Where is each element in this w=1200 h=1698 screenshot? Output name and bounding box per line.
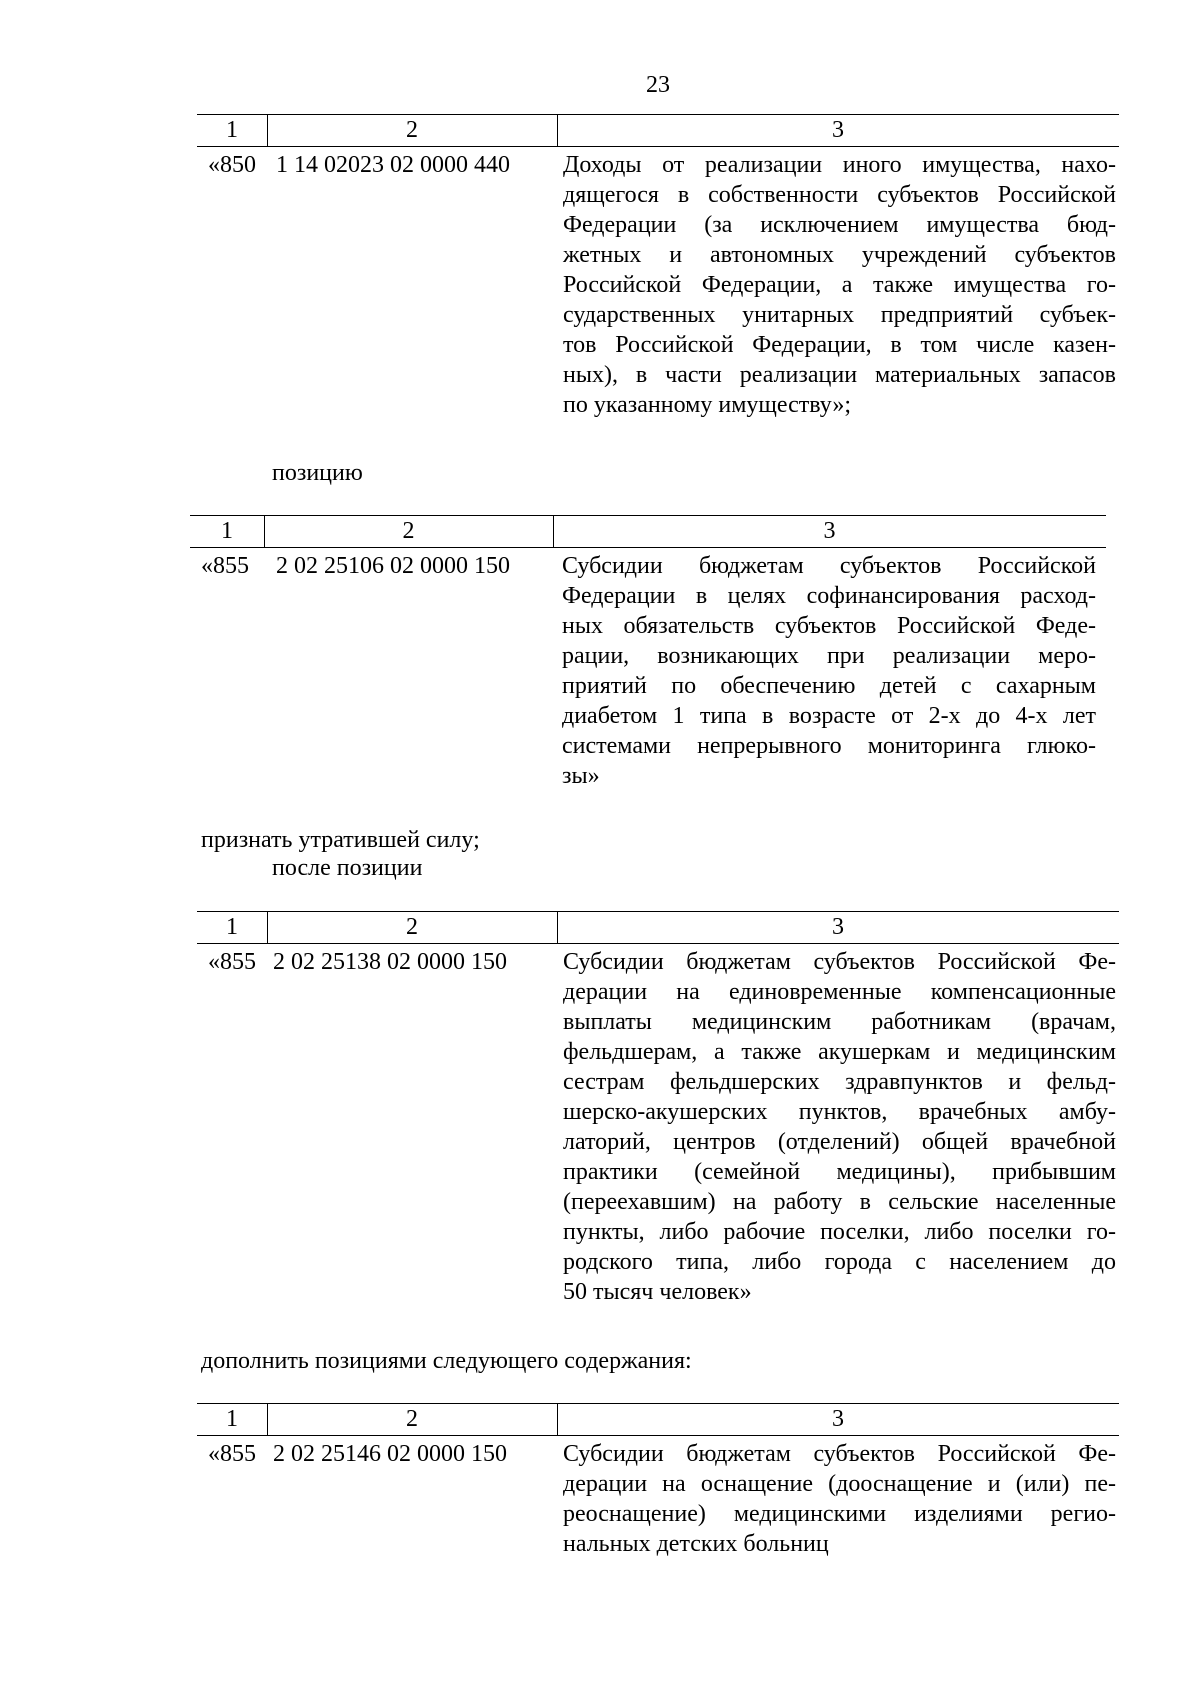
instruction-text: позицию: [272, 460, 363, 486]
header-col-1: 1: [221, 518, 233, 544]
budget-code: 2 02 25106 02 0000 150: [276, 553, 510, 579]
description-line: жетных и автономных учреждений субъектов: [563, 242, 1116, 268]
description-line: Субсидии бюджетам субъектов Российской: [562, 553, 1096, 579]
description-line: ных), в части реализации материальных запасов: [563, 362, 1116, 388]
instruction-text: дополнить позициями следующего содержания:: [201, 1348, 692, 1374]
budget-code: 1 14 02023 02 0000 440: [276, 152, 510, 178]
header-col-2: 2: [406, 1406, 418, 1432]
table-header-row: [197, 115, 1119, 147]
header-col-1: 1: [226, 914, 238, 940]
description-line: системами непрерывного мониторинга глюко-: [562, 733, 1096, 759]
header-col-2: 2: [406, 117, 418, 143]
description-line: зы»: [562, 763, 600, 789]
description-line: 50 тысяч человек»: [563, 1279, 752, 1305]
table-header-row: [190, 516, 1106, 548]
instruction-text: после позиции: [272, 855, 423, 881]
header-col-2: 2: [402, 518, 415, 544]
table-block-1: [197, 114, 1119, 418]
description-line: (переехавшим) на работу в сельские населенные: [563, 1189, 1116, 1215]
description-line: реоснащение) медицинскими изделиями регио-: [563, 1501, 1116, 1527]
header-col-1: 1: [226, 1406, 238, 1432]
income-description: [563, 150, 1116, 420]
header-col-3: 3: [832, 117, 844, 143]
table-header-row: [197, 912, 1119, 944]
income-description: [562, 551, 1096, 791]
budget-code: 2 02 25146 02 0000 150: [273, 1441, 507, 1467]
income-description: [563, 1439, 1116, 1559]
description-line: Доходы от реализации иного имущества, нахо-: [563, 152, 1116, 178]
table-header-row: [197, 1404, 1119, 1436]
description-line: пункты, либо рабочие поселки, либо поселки го-: [563, 1219, 1116, 1245]
code-prefix: «855: [208, 1441, 256, 1467]
code-prefix: «850: [208, 152, 256, 178]
description-line: рации, возникающих при реализации меро-: [562, 643, 1096, 669]
income-description: [563, 947, 1116, 1307]
description-line: ных обязательств субъектов Российской Феде-: [562, 613, 1096, 639]
description-line: дерации на оснащение (дооснащение и (или) пе-: [563, 1471, 1116, 1497]
description-line: латорий, центров (отделений) общей врачебной: [563, 1129, 1116, 1155]
description-line: родского типа, либо города с населением до: [563, 1249, 1116, 1275]
instruction-text: признать утратившей силу;: [201, 827, 480, 853]
code-prefix: «855: [208, 949, 256, 975]
code-prefix: «855: [201, 553, 249, 579]
description-line: Субсидии бюджетам субъектов Российской Фе-: [563, 1441, 1116, 1467]
header-col-2: 2: [406, 914, 418, 940]
header-col-1: 1: [226, 117, 238, 143]
description-line: сестрам фельдшерских здравпунктов и фельд-: [563, 1069, 1116, 1095]
description-line: выплаты медицинским работникам (врачам,: [563, 1009, 1116, 1035]
table-block-4: [197, 1403, 1119, 1557]
description-line: приятий по обеспечению детей с сахарным: [562, 673, 1096, 699]
description-line: диабетом 1 типа в возрасте от 2-х до 4-х лет: [562, 703, 1096, 729]
description-line: сударственных унитарных предприятий субъек-: [563, 302, 1116, 328]
description-line: нальных детских больниц: [563, 1531, 829, 1557]
description-line: практики (семейной медицины), прибывшим: [563, 1159, 1116, 1185]
description-line: Федерации (за исключением имущества бюд-: [563, 212, 1116, 238]
description-line: шерско-акушерских пунктов, врачебных амбу-: [563, 1099, 1116, 1125]
header-col-3: 3: [823, 518, 836, 544]
header-col-3: 3: [832, 914, 844, 940]
description-line: тов Российской Федерации, в том числе казен-: [563, 332, 1116, 358]
description-line: Субсидии бюджетам субъектов Российской Фе-: [563, 949, 1116, 975]
header-col-3: 3: [832, 1406, 844, 1432]
description-line: дерации на единовременные компенсационные: [563, 979, 1116, 1005]
description-line: Федерации в целях софинансирования расход-: [562, 583, 1096, 609]
budget-code: 2 02 25138 02 0000 150: [273, 949, 507, 975]
description-line: фельдшерам, а также акушеркам и медицинским: [563, 1039, 1116, 1065]
description-line: по указанному имуществу»;: [563, 392, 852, 418]
page-number: 23: [646, 72, 670, 98]
table-block-2: [190, 515, 1106, 789]
description-line: Российской Федерации, а также имущества го-: [563, 272, 1116, 298]
description-line: дящегося в собственности субъектов Российской: [563, 182, 1116, 208]
table-block-3: [197, 911, 1119, 1305]
